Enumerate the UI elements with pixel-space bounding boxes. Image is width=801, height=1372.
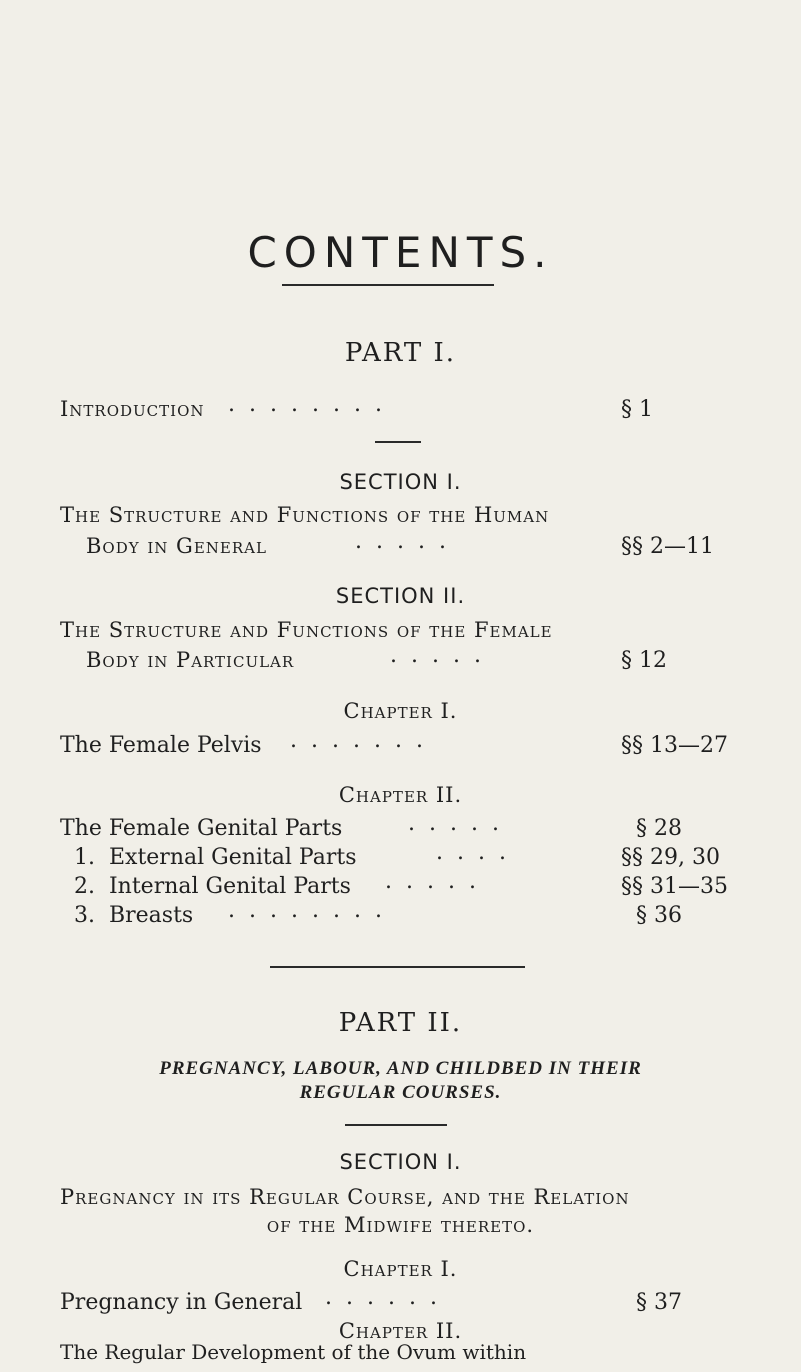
chapter-1-heading: Chapter I. bbox=[343, 1257, 458, 1281]
page-title: CONTENTS. bbox=[247, 228, 554, 277]
chapter-2-heading: Chapter II. bbox=[338, 1319, 463, 1343]
divider bbox=[282, 284, 494, 286]
section-1-title-line2: Body in General bbox=[86, 534, 267, 558]
leader-dots: ..... bbox=[355, 529, 460, 554]
leader-dots: ..... bbox=[408, 811, 513, 836]
pregnancy-general-label: Pregnancy in General bbox=[60, 1290, 303, 1315]
section-1-heading: SECTION I. bbox=[339, 1150, 462, 1174]
section-2-ref: § 12 bbox=[621, 648, 667, 673]
section-1-ref: §§ 2—11 bbox=[621, 534, 714, 559]
toc-entry-label: 2. Internal Genital Parts bbox=[74, 874, 351, 899]
part-1-heading: PART I. bbox=[344, 338, 457, 368]
leader-dots: .... bbox=[436, 840, 520, 865]
part-2-subtitle-line1: PREGNANCY, LABOUR, AND CHILDBED IN THEIR bbox=[159, 1058, 642, 1079]
female-pelvis-label: The Female Pelvis bbox=[60, 733, 262, 758]
section-1-title-line1: Pregnancy in its Regular Course, and the Relation bbox=[60, 1185, 630, 1209]
leader-dots: ........ bbox=[228, 392, 396, 417]
divider bbox=[270, 966, 525, 968]
section-1-title-line1: The Structure and Functions of the Human bbox=[60, 503, 550, 527]
section-1-title-line2: of the Midwife thereto. bbox=[266, 1213, 535, 1237]
leader-dots: ...... bbox=[325, 1285, 451, 1310]
introduction-label: Introduction bbox=[60, 397, 205, 421]
toc-entry-label: The Female Genital Parts bbox=[60, 816, 343, 841]
ovum-development-line1: The Regular Development of the Ovum within bbox=[60, 1340, 527, 1364]
toc-entry-label: 1. External Genital Parts bbox=[74, 845, 357, 870]
leader-dots: ..... bbox=[385, 869, 490, 894]
section-2-heading: SECTION II. bbox=[335, 584, 466, 608]
chapter-2-heading: Chapter II. bbox=[338, 783, 463, 807]
toc-entry-ref: §§ 31—35 bbox=[621, 874, 728, 899]
divider bbox=[345, 1124, 447, 1126]
leader-dots: ..... bbox=[390, 643, 495, 668]
female-pelvis-ref: §§ 13—27 bbox=[621, 733, 728, 758]
section-2-title-line1: The Structure and Functions of the Female bbox=[60, 618, 553, 642]
toc-entry-label: 3. Breasts bbox=[74, 903, 194, 928]
toc-entry-ref: §§ 29, 30 bbox=[621, 845, 720, 870]
section-2-title-line2: Body in Particular bbox=[86, 648, 295, 672]
part-2-heading: PART II. bbox=[338, 1008, 463, 1038]
section-1-heading: SECTION I. bbox=[339, 470, 462, 494]
pregnancy-general-ref: § 37 bbox=[636, 1290, 682, 1315]
part-2-subtitle-line2: REGULAR COURSES. bbox=[299, 1082, 502, 1103]
chapter-1-heading: Chapter I. bbox=[343, 699, 458, 723]
introduction-ref: § 1 bbox=[621, 397, 653, 422]
divider bbox=[375, 441, 421, 443]
toc-entry-ref: § 36 bbox=[636, 903, 682, 928]
leader-dots: ........ bbox=[228, 898, 396, 923]
toc-entry-ref: § 28 bbox=[636, 816, 682, 841]
leader-dots: ....... bbox=[290, 728, 437, 753]
